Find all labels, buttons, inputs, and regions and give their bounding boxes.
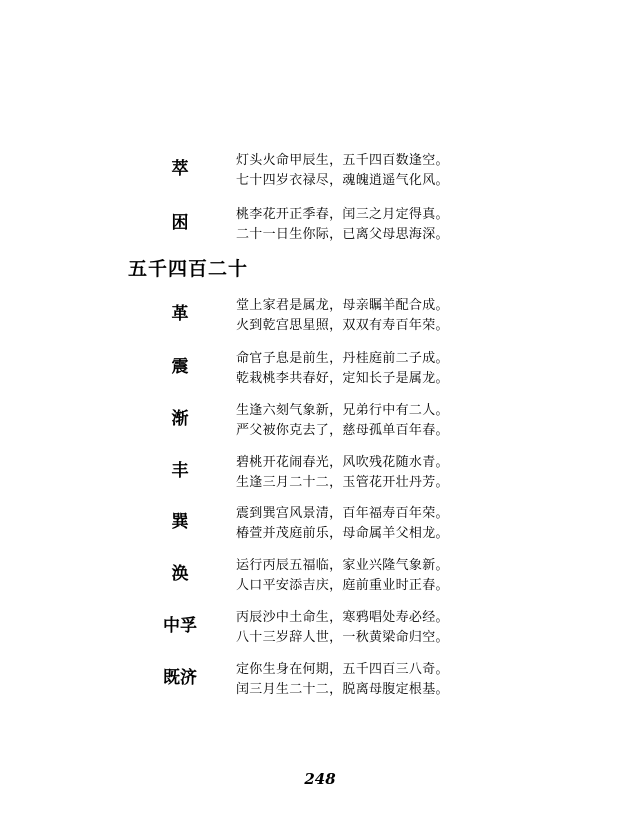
entry-label: 萃: [171, 159, 189, 179]
entry-verse-line-2: 火到乾宫思星照，双双有寿百年荣。: [236, 318, 449, 333]
entry-label: 涣: [171, 564, 189, 584]
page-number: 248: [304, 770, 336, 788]
entry-zhongfu: [0, 609, 640, 649]
entry-label: 丰: [171, 461, 189, 481]
entry-huan: [0, 557, 640, 597]
entry-verse-line-2: 生逢三月二十二，玉管花开壮丹芳。: [236, 475, 449, 490]
entry-kun: [0, 206, 640, 246]
entry-verse-line-2: 八十三岁辞人世，一秋黄梁命归空。: [236, 630, 449, 645]
entry-jiji: [0, 661, 640, 701]
entry-verse-line-2: 严父被你克去了，慈母孤单百年春。: [236, 423, 449, 438]
entry-label: 巽: [171, 512, 189, 532]
section-title: 五千四百二十: [128, 258, 249, 280]
entry-cui: [0, 152, 640, 192]
entry-label: 既济: [163, 668, 197, 688]
entry-xun: [0, 505, 640, 545]
entry-ge: [0, 297, 640, 337]
entry-zhen: [0, 350, 640, 390]
entry-verse-line-1: 堂上家君是属龙，母亲瞩羊配合成。: [236, 298, 449, 313]
entry-verse-line-2: 闰三月生二十二，脱离母腹定根基。: [236, 682, 449, 697]
entry-verse-line-2: 乾栽桃李共春好，定知长子是属龙。: [236, 371, 449, 386]
entry-feng: [0, 454, 640, 494]
entry-label: 震: [171, 357, 189, 377]
entry-verse-line-1: 运行丙辰五福临，家业兴隆气象新。: [236, 558, 449, 573]
entry-label: 渐: [171, 409, 189, 429]
entry-label: 中孚: [163, 616, 197, 636]
entry-verse-line-1: 生逢六刻气象新，兄弟行中有二人。: [236, 403, 449, 418]
entry-jian: [0, 402, 640, 442]
entry-label: 革: [171, 304, 189, 324]
entry-verse-line-2: 椿萱并茂庭前乐，母命属羊父相龙。: [236, 526, 449, 541]
entry-verse-line-1: 灯头火命甲辰生，五千四百数逢空。: [236, 153, 449, 168]
entry-verse-line-2: 七十四岁衣禄尽，魂魄逍遥气化风。: [236, 173, 449, 188]
entry-verse-line-1: 丙辰沙中土命生，寒鸦唱处寿必经。: [236, 610, 449, 625]
entry-verse-line-1: 震到巽宫风景清，百年福寿百年荣。: [236, 506, 449, 521]
entry-verse-line-1: 定你生身在何期，五千四百三八奇。: [236, 662, 449, 677]
entry-verse-line-2: 人口平安添吉庆，庭前重业时正春。: [236, 578, 449, 593]
entry-verse-line-2: 二十一日生你际，已离父母思海深。: [236, 227, 449, 242]
entry-verse-line-1: 碧桃开花闹春光，风吹残花随水青。: [236, 455, 449, 470]
entry-verse-line-1: 命官子息是前生，丹桂庭前二子成。: [236, 351, 449, 366]
entry-label: 困: [171, 213, 189, 233]
entry-verse-line-1: 桃李花开正季春，闰三之月定得真。: [236, 207, 449, 222]
